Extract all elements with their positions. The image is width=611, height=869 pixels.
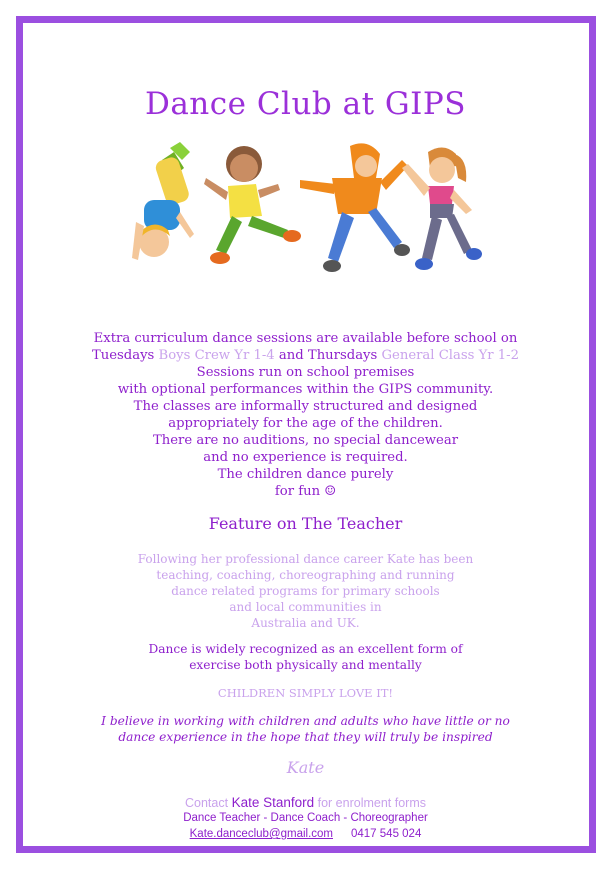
ponytail-girl bbox=[402, 147, 482, 270]
bio-line: and local communities in bbox=[229, 600, 382, 614]
thursdays-label: and Thursdays bbox=[278, 348, 378, 363]
breakdancer-child bbox=[132, 142, 194, 260]
contact-prefix: Contact bbox=[185, 796, 229, 810]
intro-line: with optional performances within the GIPS community. bbox=[117, 382, 494, 397]
intro-line: The classes are informally structured and designed bbox=[133, 399, 478, 414]
intro-line: appropriately for the age of the children. bbox=[168, 416, 443, 431]
hoodie-dancer bbox=[300, 143, 410, 272]
email-link[interactable]: Kate.danceclub@gmail.com bbox=[189, 828, 333, 840]
jumping-boy bbox=[204, 146, 301, 264]
exercise-line: Dance is widely recognized as an excellent form of bbox=[148, 642, 463, 656]
thursday-class: General Class Yr 1-2 bbox=[381, 348, 520, 363]
intro-line: There are no auditions, no special dancewear bbox=[152, 433, 459, 448]
page-title: Dance Club at GIPS bbox=[144, 86, 467, 122]
exercise-paragraph bbox=[20, 641, 591, 673]
exercise-line: exercise both physically and mentally bbox=[189, 658, 422, 672]
contact-roles: Dance Teacher - Dance Coach - Choreographer bbox=[183, 812, 428, 824]
bio-line: Following her professional dance career Kate has been bbox=[137, 552, 474, 566]
quote-line: dance experience in the hope that they will truly be inspired bbox=[118, 730, 493, 744]
intro-line: for fun ☺ bbox=[274, 484, 337, 499]
tuesday-class: Boys Crew Yr 1-4 bbox=[158, 348, 275, 363]
intro-line: Extra curriculum dance sessions are available before school on bbox=[93, 331, 518, 346]
contact-line bbox=[0, 795, 611, 810]
teacher-bio bbox=[20, 551, 591, 631]
contact-name: Kate Stanford bbox=[231, 795, 315, 810]
bio-line: teaching, coaching, choreographing and running bbox=[156, 568, 455, 582]
intro-paragraph bbox=[20, 330, 591, 500]
contact-details bbox=[0, 828, 611, 840]
quote-line: I believe in working with children and adults who have little or no bbox=[101, 714, 510, 728]
children-love-it: CHILDREN SIMPLY LOVE IT! bbox=[217, 686, 394, 700]
contact-suffix: for enrolment forms bbox=[317, 796, 426, 810]
schedule-line bbox=[20, 347, 591, 364]
intro-line: The children dance purely bbox=[217, 467, 394, 482]
bio-line: Australia and UK. bbox=[251, 616, 360, 630]
phone-number: 0417 545 024 bbox=[351, 828, 422, 840]
tuesdays-label: Tuesdays bbox=[91, 348, 155, 363]
bio-line: dance related programs for primary schools bbox=[171, 584, 440, 598]
intro-line: and no experience is required. bbox=[203, 450, 408, 465]
signature: Kate bbox=[286, 758, 325, 777]
intro-line: Sessions run on school premises bbox=[196, 365, 415, 380]
dancing-children-illustration bbox=[132, 138, 484, 290]
teacher-quote bbox=[20, 713, 591, 745]
feature-heading: Feature on The Teacher bbox=[208, 514, 403, 533]
